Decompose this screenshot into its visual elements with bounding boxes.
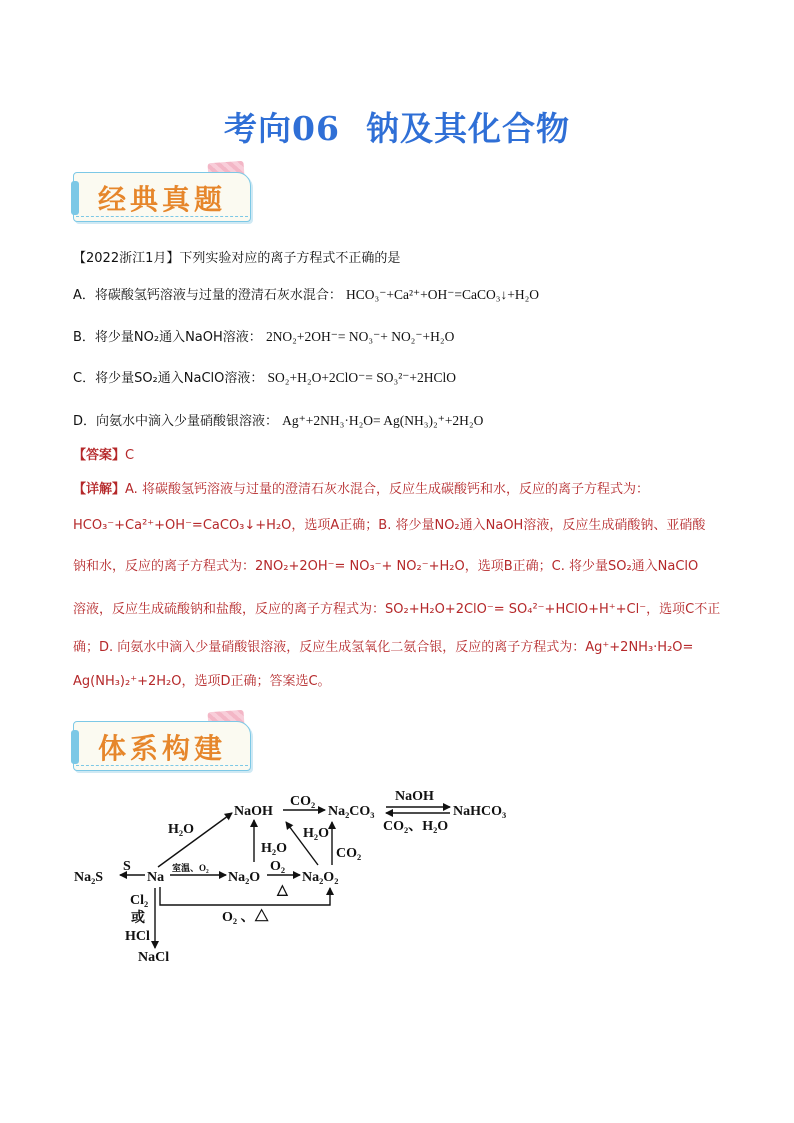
edge-label-heat: △ [277,883,288,898]
detail-text-1: A. 将碳酸氢钙溶液与过量的澄清石灰水混合，反应生成碳酸钙和水，反应的离子方程式为： [125,482,649,497]
detail-line-6: Ag(NH₃)₂⁺+2H₂O，选项D正确；答案选C。 [73,674,331,689]
option-a [73,284,539,303]
option-d-label: D．向氨水中滴入少量硝酸银溶液： [73,414,279,429]
option-a-equation: HCO₃⁻+Ca²⁺+OH⁻=CaCO₃↓+H₂O [346,287,540,302]
detail-label: 【详解】 [73,482,126,497]
option-a-label: A．将碳酸氢钙溶液与过量的澄清石灰水混合： [73,288,342,303]
title-topic-number: 考向06 [224,109,340,148]
answer-value: C [125,448,135,463]
section-banner-classic [70,162,255,222]
node-nacl: NaCl [138,950,170,965]
question-source: 【2022浙江1月】 [73,251,180,266]
option-d [73,410,483,429]
node-na2s: Na₂S [74,870,104,885]
option-b [73,326,454,345]
edge-label-or: 或 [131,911,145,926]
edge-label-co2-a: CO₂ [290,794,316,809]
detail-line-3: 钠和水，反应的离子方程式为：2NO₂+2OH⁻= NO₃⁻+ NO₂⁻+H₂O，选项B正确；C. 将少量SO₂通入NaClO [73,559,699,574]
edge-label-h2o-b: H₂O [261,841,287,856]
edge-label-o2-heat: O₂ 、△ [222,910,269,925]
question-stem-line [73,247,400,266]
node-naoh: NaOH [234,804,273,819]
edge-label-room-temp-o2: 室温、O₂ [172,863,209,873]
edge-label-s: S [123,859,131,874]
edge-label-h2o-c: H₂O [303,826,329,841]
option-c-equation: SO₂+H₂O+2ClO⁻= SO₃²⁻+2HClO [267,370,457,385]
title-topic-name: 钠及其化合物 [365,109,570,148]
node-na: Na [147,870,165,885]
sodium-compounds-diagram [0,770,794,980]
option-d-equation: Ag⁺+2NH₃·H₂O= Ag(NH₃)₂⁺+2H₂O [282,413,484,428]
option-c-label: C．将少量SO₂通入NaClO溶液： [73,371,264,386]
detail-line-1 [73,478,649,497]
detail-line-5: 确；D. 向氨水中滴入少量硝酸银溶液，反应生成氢氧化二氨合银，反应的离子方程式为：Ag⁺+2NH₃·H₂O= [73,640,694,655]
edge-label-naoh-reverse: NaOH [395,789,434,804]
edge-label-hcl: HCl [125,929,150,944]
detail-line-2: HCO₃⁻+Ca²⁺+OH⁻=CaCO₃↓+H₂O，选项A正确；B. 将少量NO₂通入NaOH溶液，反应生成硝酸钠、亚硝酸 [73,518,706,533]
edge-label-co2-b: CO₂ [336,846,362,861]
section-title-classic: 经典真题 [98,183,227,216]
answer-line [73,444,134,463]
option-c [73,367,456,386]
edge-label-cl2: Cl₂ [130,893,149,908]
node-nahco3: NaHCO₃ [453,804,507,819]
node-na2o2: Na₂O₂ [302,870,339,885]
edge-label-h2o-a: H₂O [168,822,194,837]
page-title [0,103,794,150]
section-title-system: 体系构建 [98,732,227,765]
section-banner-system [70,711,255,771]
option-b-equation: 2NO₂+2OH⁻= NO₃⁻+ NO₂⁻+H₂O [265,329,455,344]
answer-label: 【答案】 [73,448,126,463]
detail-line-4: 溶液，反应生成硫酸钠和盐酸，反应的离子方程式为：SO₂+H₂O+2ClO⁻= SO₄²⁻+HClO+H⁺+Cl⁻，选项C不正 [73,602,721,617]
question-stem: 下列实验对应的离子方程式不正确的是 [179,251,401,266]
option-b-label: B．将少量NO₂通入NaOH溶液： [73,330,262,345]
node-na2o: Na₂O [228,870,261,885]
node-na2co3: Na₂CO₃ [328,804,375,819]
edge-label-o2: O₂ [270,859,286,874]
edge-label-co2-h2o: CO₂、H₂O [383,819,449,834]
